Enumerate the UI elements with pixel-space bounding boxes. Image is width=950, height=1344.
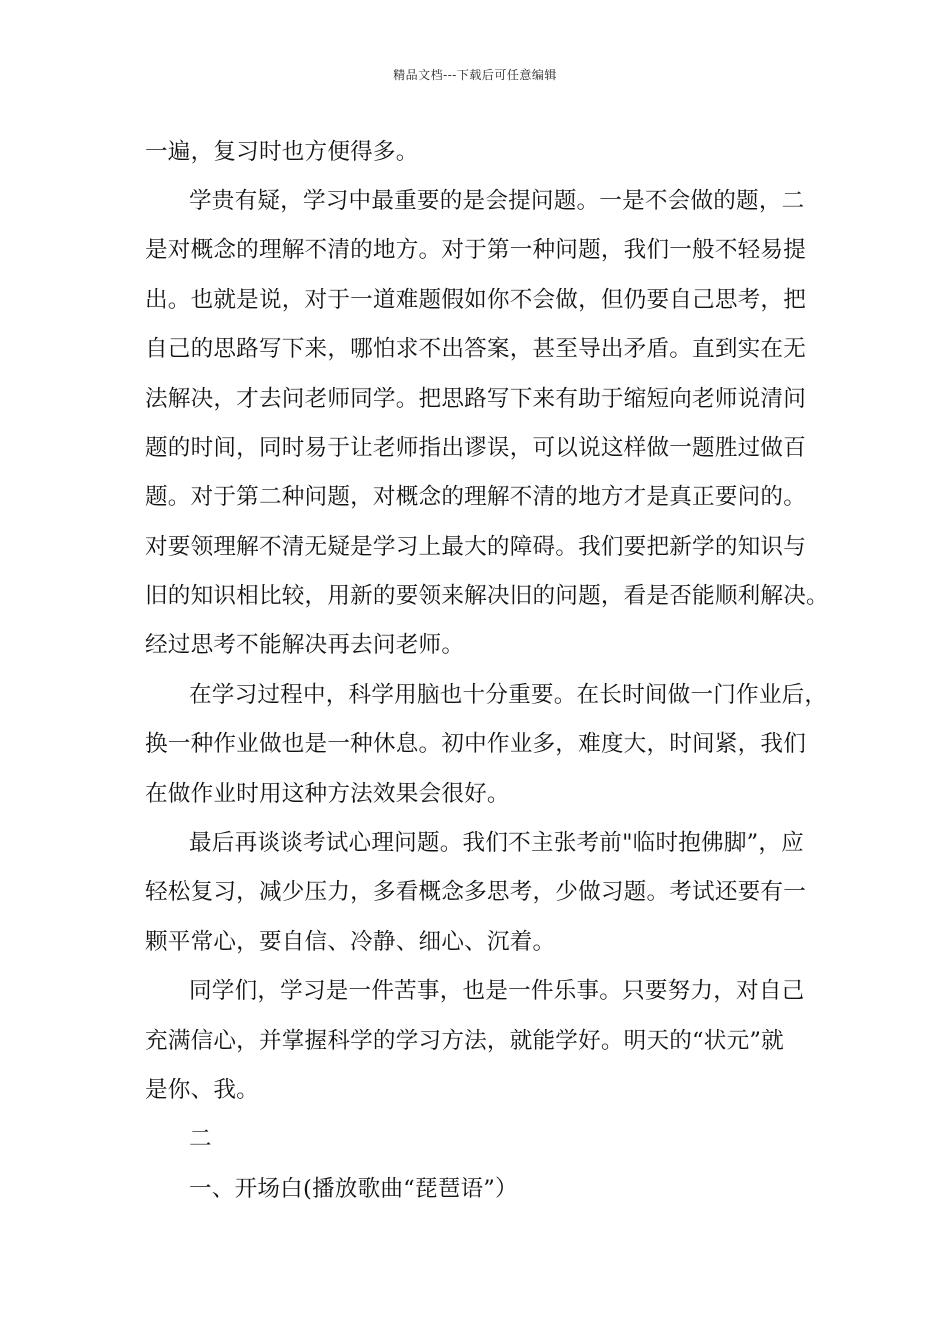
paragraph-start-line: 学贵有疑，学习中最重要的是会提问题。一是不会做的题，二 <box>189 188 805 214</box>
text-line: 自己的思路写下来，哪怕求不出答案，甚至导出矛盾。直到实在无 <box>145 336 807 362</box>
text-line: 经过思考不能解决再去问老师。 <box>145 632 465 658</box>
text-line: 充满信心，并掌握科学的学习方法，就能学好。明天的“状元”就 <box>145 1028 784 1054</box>
text-line: 题的时间，同时易于让老师指出谬误，可以说这样做一题胜过做百 <box>145 435 807 461</box>
text-line: 在做作业时用这种方法效果会很好。 <box>145 781 510 807</box>
paragraph-start-line: 同学们，学习是一件苦事，也是一件乐事。只要努力，对自己 <box>189 978 805 1004</box>
text-line: 法解决，才去问老师同学。把思路写下来有助于缩短向老师说清问 <box>145 386 807 412</box>
text-line: 一遍，复习时也方便得多。 <box>145 139 419 165</box>
text-line: 出。也就是说，对于一道难题假如你不会做，但仍要自己思考，把 <box>145 287 807 313</box>
paragraph-start-line: 在学习过程中，科学用脑也十分重要。在长时间做一门作业后， <box>189 682 828 708</box>
section-heading: 一、开场白(播放歌曲“琵琶语”） <box>189 1176 518 1202</box>
text-line: 题。对于第二种问题，对概念的理解不清的地方才是真正要问的。 <box>145 484 807 510</box>
paragraph-start-line: 最后再谈谈考试心理问题。我们不主张考前"临时抱佛脚”，应 <box>189 830 804 856</box>
text-line: 轻松复习，减少压力，多看概念多思考，少做习题。考试还要有一 <box>145 879 807 905</box>
section-number: 二 <box>189 1126 212 1152</box>
text-line: 是对概念的理解不清的地方。对于第一种问题，我们一般不轻易提 <box>145 237 807 263</box>
text-line: 是你、我。 <box>145 1077 259 1103</box>
text-line: 换一种作业做也是一种休息。初中作业多，难度大，时间紧，我们 <box>145 731 807 757</box>
text-line: 对要领理解不清无疑是学习上最大的障碍。我们要把新学的知识与 <box>145 534 807 560</box>
page-header: 精品文档---下载后可任意编辑 <box>393 68 557 82</box>
text-line: 颗平常心，要自信、冷静、细心、沉着。 <box>145 929 556 955</box>
text-line: 旧的知识相比较，用新的要领来解决旧的问题，看是否能顺利解决。 <box>145 583 829 609</box>
